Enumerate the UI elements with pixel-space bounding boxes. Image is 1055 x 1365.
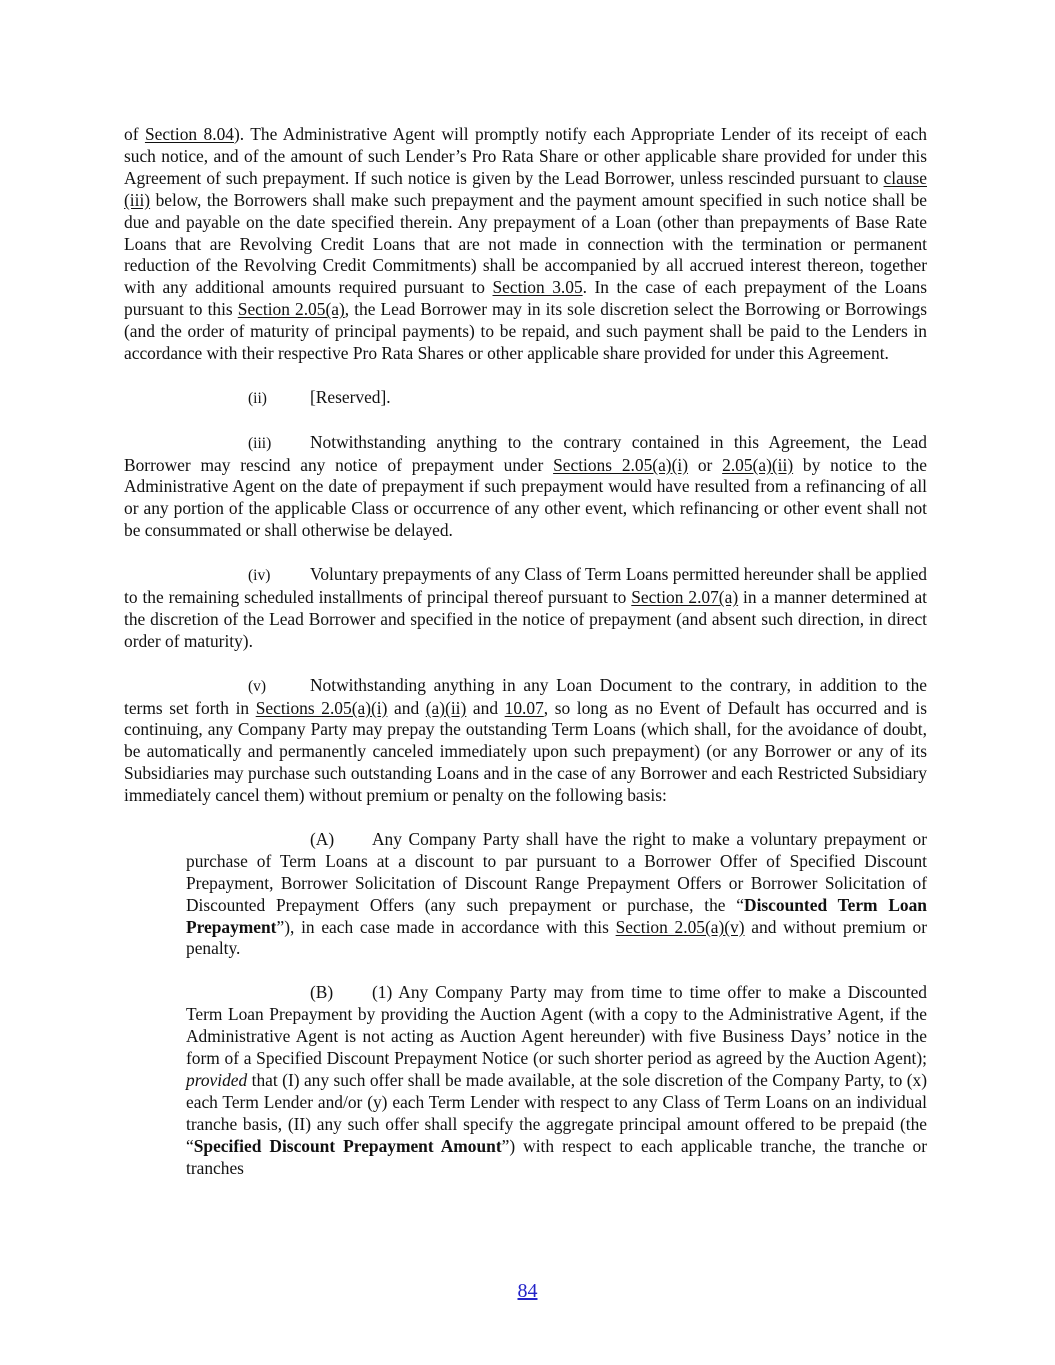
clause-label: (iv) — [248, 567, 271, 585]
page-number-footer — [0, 1280, 1055, 1303]
link-a-ii[interactable]: (a)(ii) — [425, 697, 467, 718]
spacer — [124, 365, 927, 387]
page-number-link[interactable]: 84 — [517, 1280, 538, 1302]
spacer — [124, 410, 927, 432]
link-clause-iii[interactable]: clause (iii) — [124, 167, 927, 210]
link-section-2-07-a[interactable]: Section 2.07(a) — [631, 586, 739, 607]
defined-term: Specified Discount Prepayment Amount — [193, 1135, 502, 1156]
clause-label: (B) — [310, 982, 334, 1003]
subclause-block — [186, 829, 927, 1179]
paragraph-B: (B) (1) Any Company Party may from time to time offer to make a Discounted Term Loan Prepayment by providing the Auction Agent (with a copy to the Administrative Agent, if the Administrative Agent is not acting as Auction Agent hereunder) with five Business Days’ notice in the form of a Specified Discount Prepayment Notice (or such shorter period as agreed by the Auction Agent); provided that (I) any such offer shall be made available, at the sole discretion of the Company Party, to (x) each Term Lender and/or (y) each Term Lender with respect to any Class of Term Loans on an individual tranche basis, (II) any such offer shall specify the aggregate principal amount offered to be prepaid (the “Specified Discount Prepayment Amount”) with respect to each applicable tranche, the tranche or tranches — [186, 982, 927, 1178]
paragraph-iii: (iii) Notwithstanding anything to the contrary contained in this Agreement, the Lead Borrower may rescind any notice of prepayment under Sections 2.05(a)(i) or 2.05(a)(ii) by notice to the Administrative Agent on the date of prepayment if such prepayment would have resulted from a refinancing of all or any portion of the applicable Class or occurrence of any other event, which refinancing or other event shall not be consummated or shall otherwise be delayed. — [124, 431, 928, 541]
link-2-05-a-ii[interactable]: 2.05(a)(ii) — [722, 454, 794, 475]
clause-label: (ii) — [248, 389, 267, 407]
spacer — [186, 960, 927, 982]
spacer — [124, 807, 927, 829]
link-section-2-05-a[interactable]: Section 2.05(a) — [237, 299, 345, 320]
clause-label: (v) — [248, 677, 267, 695]
link-section-8-04[interactable]: Section 8.04 — [144, 124, 234, 144]
clause-label: (A) — [310, 828, 335, 849]
link-sections-2-05-a-i[interactable]: Sections 2.05(a)(i) — [553, 454, 688, 475]
emphasis-provided: provided — [186, 1069, 248, 1090]
spacer — [124, 542, 927, 564]
link-sections-2-05-a-i[interactable]: Sections 2.05(a)(i) — [255, 697, 388, 718]
clause-label: (iii) — [248, 434, 272, 452]
paragraph-ii: (ii) [Reserved]. — [124, 387, 927, 410]
paragraph-continuation: of Section 8.04). The Administrative Agent will promptly notify each Appropriate Lender of its receipt of each such notice, and of the amount of such Lender’s Pro Rata Share or other applicable share provided for under this Agreement of such prepayment. If such notice is given by the Lead Borrower, unless rescinded pursuant to clause (iii) below, the Borrowers shall make such prepayment and the payment amount specified in such notice shall be due and payable on the date specified therein. Any prepayment of a Loan (other than prepayments of Base Rate Loans that are Revolving Credit Loans that are not made in connection with the termination or permanent reduction of the Revolving Credit Commitments) shall be accompanied by all accrued interest thereon, together with any additional amounts required pursuant to Section 3.05. In the case of each prepayment of the Loans pursuant to this Section 2.05(a), the Lead Borrower may in its sole discretion select the Borrowing or Borrowings (and the order of maturity of principal payments) to be repaid, and such payment shall be paid to the Lenders in accordance with their respective Pro Rata Shares or other applicable share provided for under this Agreement. — [124, 124, 928, 364]
link-section-3-05[interactable]: Section 3.05 — [492, 277, 583, 298]
document-page — [124, 124, 927, 1179]
spacer — [124, 653, 927, 675]
paragraph-v: (v) Notwithstanding anything in any Loan Document to the contrary, in addition to the terms set forth in Sections 2.05(a)(i) and (a)(ii) and 10.07, so long as no Event of Default has occurred and is continuing, any Company Party may prepay the outstanding Term Loans (which shall, for the avoidance of doubt, be automatically and permanently canceled immediately upon such prepayment) (or any Borrower or any of its Subsidiaries may purchase such outstanding Loans and in the case of any Borrower and each Restricted Subsidiary immediately cancel them) without premium or penalty on the following basis: — [124, 674, 927, 806]
link-section-2-05-a-v[interactable]: Section 2.05(a)(v) — [615, 916, 745, 937]
link-10-07[interactable]: 10.07 — [504, 697, 544, 718]
paragraph-iv: (iv) Voluntary prepayments of any Class of Term Loans permitted hereunder shall be applied to the remaining scheduled installments of principal thereof pursuant to Section 2.07(a) in a manner determined at the discretion of the Lead Borrower and specified in the notice of prepayment (and absent such direction, in direct order of maturity). — [124, 564, 927, 651]
defined-term: Discounted Term Loan Prepayment — [186, 894, 927, 937]
paragraph-A: (A) Any Company Party shall have the right to make a voluntary prepayment or purchase of Term Loans at a discount to par pursuant to a Borrower Offer of Specified Discount Prepayment, Borrower Solicitation of Discount Range Prepayment Offers or Borrower Solicitation of Discounted Prepayment Offers (any such prepayment or purchase, the “Discounted Term Loan Prepayment”), in each case made in accordance with this Section 2.05(a)(v) and without premium or penalty. — [186, 828, 927, 959]
